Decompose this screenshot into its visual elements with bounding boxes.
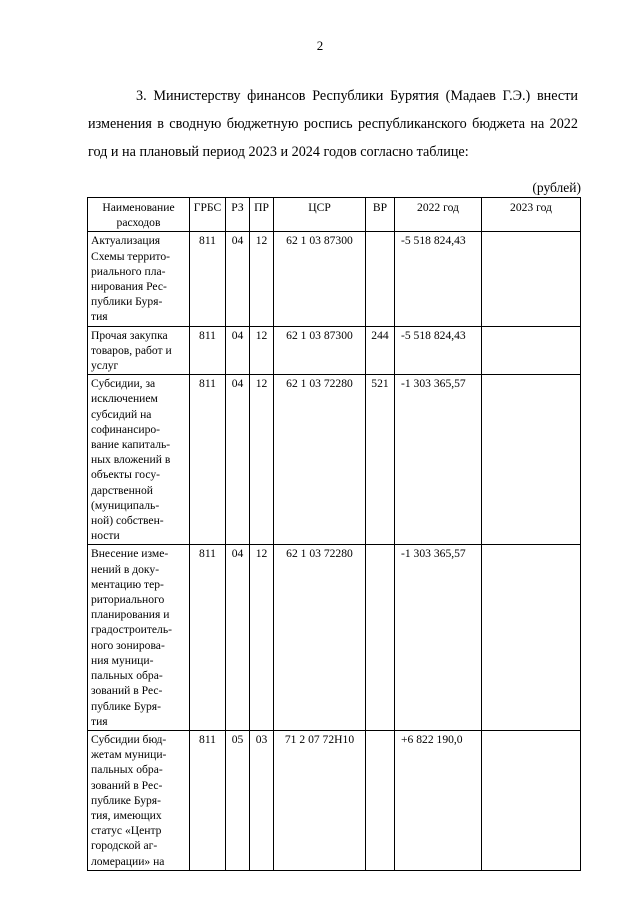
cell-2023	[482, 232, 581, 326]
cell-rz: 04	[226, 545, 250, 730]
cell-csr: 62 1 03 87300	[274, 232, 366, 326]
cell-vr	[366, 730, 395, 870]
unit-label: (рублей)	[532, 180, 581, 195]
cell-grbs: 811	[190, 730, 226, 870]
budget-table	[87, 197, 581, 871]
cell-csr: 62 1 03 72280	[274, 545, 366, 730]
header-2022: 2022 год	[395, 198, 482, 232]
cell-pr: 03	[250, 730, 274, 870]
table-row	[88, 326, 581, 375]
cell-csr: 62 1 03 87300	[274, 326, 366, 375]
cell-2023	[482, 545, 581, 730]
cell-grbs: 811	[190, 326, 226, 375]
cell-csr: 62 1 03 72280	[274, 375, 366, 545]
header-name: Наименование расходов	[88, 198, 190, 232]
table-row	[88, 730, 581, 870]
cell-grbs: 811	[190, 375, 226, 545]
header-2023: 2023 год	[482, 198, 581, 232]
cell-vr: 521	[366, 375, 395, 545]
cell-pr: 12	[250, 232, 274, 326]
header-pr: ПР	[250, 198, 274, 232]
cell-rz: 04	[226, 375, 250, 545]
cell-2022: -1 303 365,57	[395, 375, 482, 545]
intro-paragraph: 3. Министерству финансов Республики Бурятия (Мадаев Г.Э.) внести изменения в сводную бюджетную роспись республиканского бюджета на 2022 год и на плановый период 2023 и 2024 годов согласно таблице:	[88, 88, 578, 160]
cell-2022: -5 518 824,43	[395, 232, 482, 326]
cell-name: Актуализация Схемы террито- риального пла- нирования Рес- публики Буря- тия	[88, 232, 190, 326]
page-number: 2	[316, 38, 324, 53]
cell-pr: 12	[250, 375, 274, 545]
cell-csr: 71 2 07 72Н10	[274, 730, 366, 870]
cell-rz: 05	[226, 730, 250, 870]
header-csr: ЦСР	[274, 198, 366, 232]
cell-vr: 244	[366, 326, 395, 375]
cell-name: Субсидии бюд- жетам муници- пальных обра- зований в Рес- публике Буря- тия, имеющих статус «Центр городской аг- ломерации» на	[88, 730, 190, 870]
cell-2022: -1 303 365,57	[395, 545, 482, 730]
cell-2022: +6 822 190,0	[395, 730, 482, 870]
table-body	[88, 232, 581, 870]
cell-grbs: 811	[190, 545, 226, 730]
cell-2023	[482, 730, 581, 870]
cell-vr	[366, 232, 395, 326]
cell-rz: 04	[226, 326, 250, 375]
cell-grbs: 811	[190, 232, 226, 326]
cell-pr: 12	[250, 545, 274, 730]
cell-2023	[482, 375, 581, 545]
cell-2022: -5 518 824,43	[395, 326, 482, 375]
cell-name: Прочая закупка товаров, работ и услуг	[88, 326, 190, 375]
cell-pr: 12	[250, 326, 274, 375]
cell-vr	[366, 545, 395, 730]
header-rz: РЗ	[226, 198, 250, 232]
cell-rz: 04	[226, 232, 250, 326]
table-row	[88, 232, 581, 326]
cell-name: Внесение изме- нений в доку- ментацию тер- риториального планирования и градостроитель- ного зонирова- ния муници- пальных обра- зований в Рес- публике Буря- тия	[88, 545, 190, 730]
cell-2023	[482, 326, 581, 375]
table-row	[88, 375, 581, 545]
header-vr: ВР	[366, 198, 395, 232]
header-grbs: ГРБС	[190, 198, 226, 232]
cell-name: Субсидии, за исключением субсидий на софинансиро- вание капиталь- ных вложений в объекты госу- дарственной (муниципаль- ной) собствен- ности	[88, 375, 190, 545]
table-header-row	[88, 198, 581, 232]
table-row	[88, 545, 581, 730]
